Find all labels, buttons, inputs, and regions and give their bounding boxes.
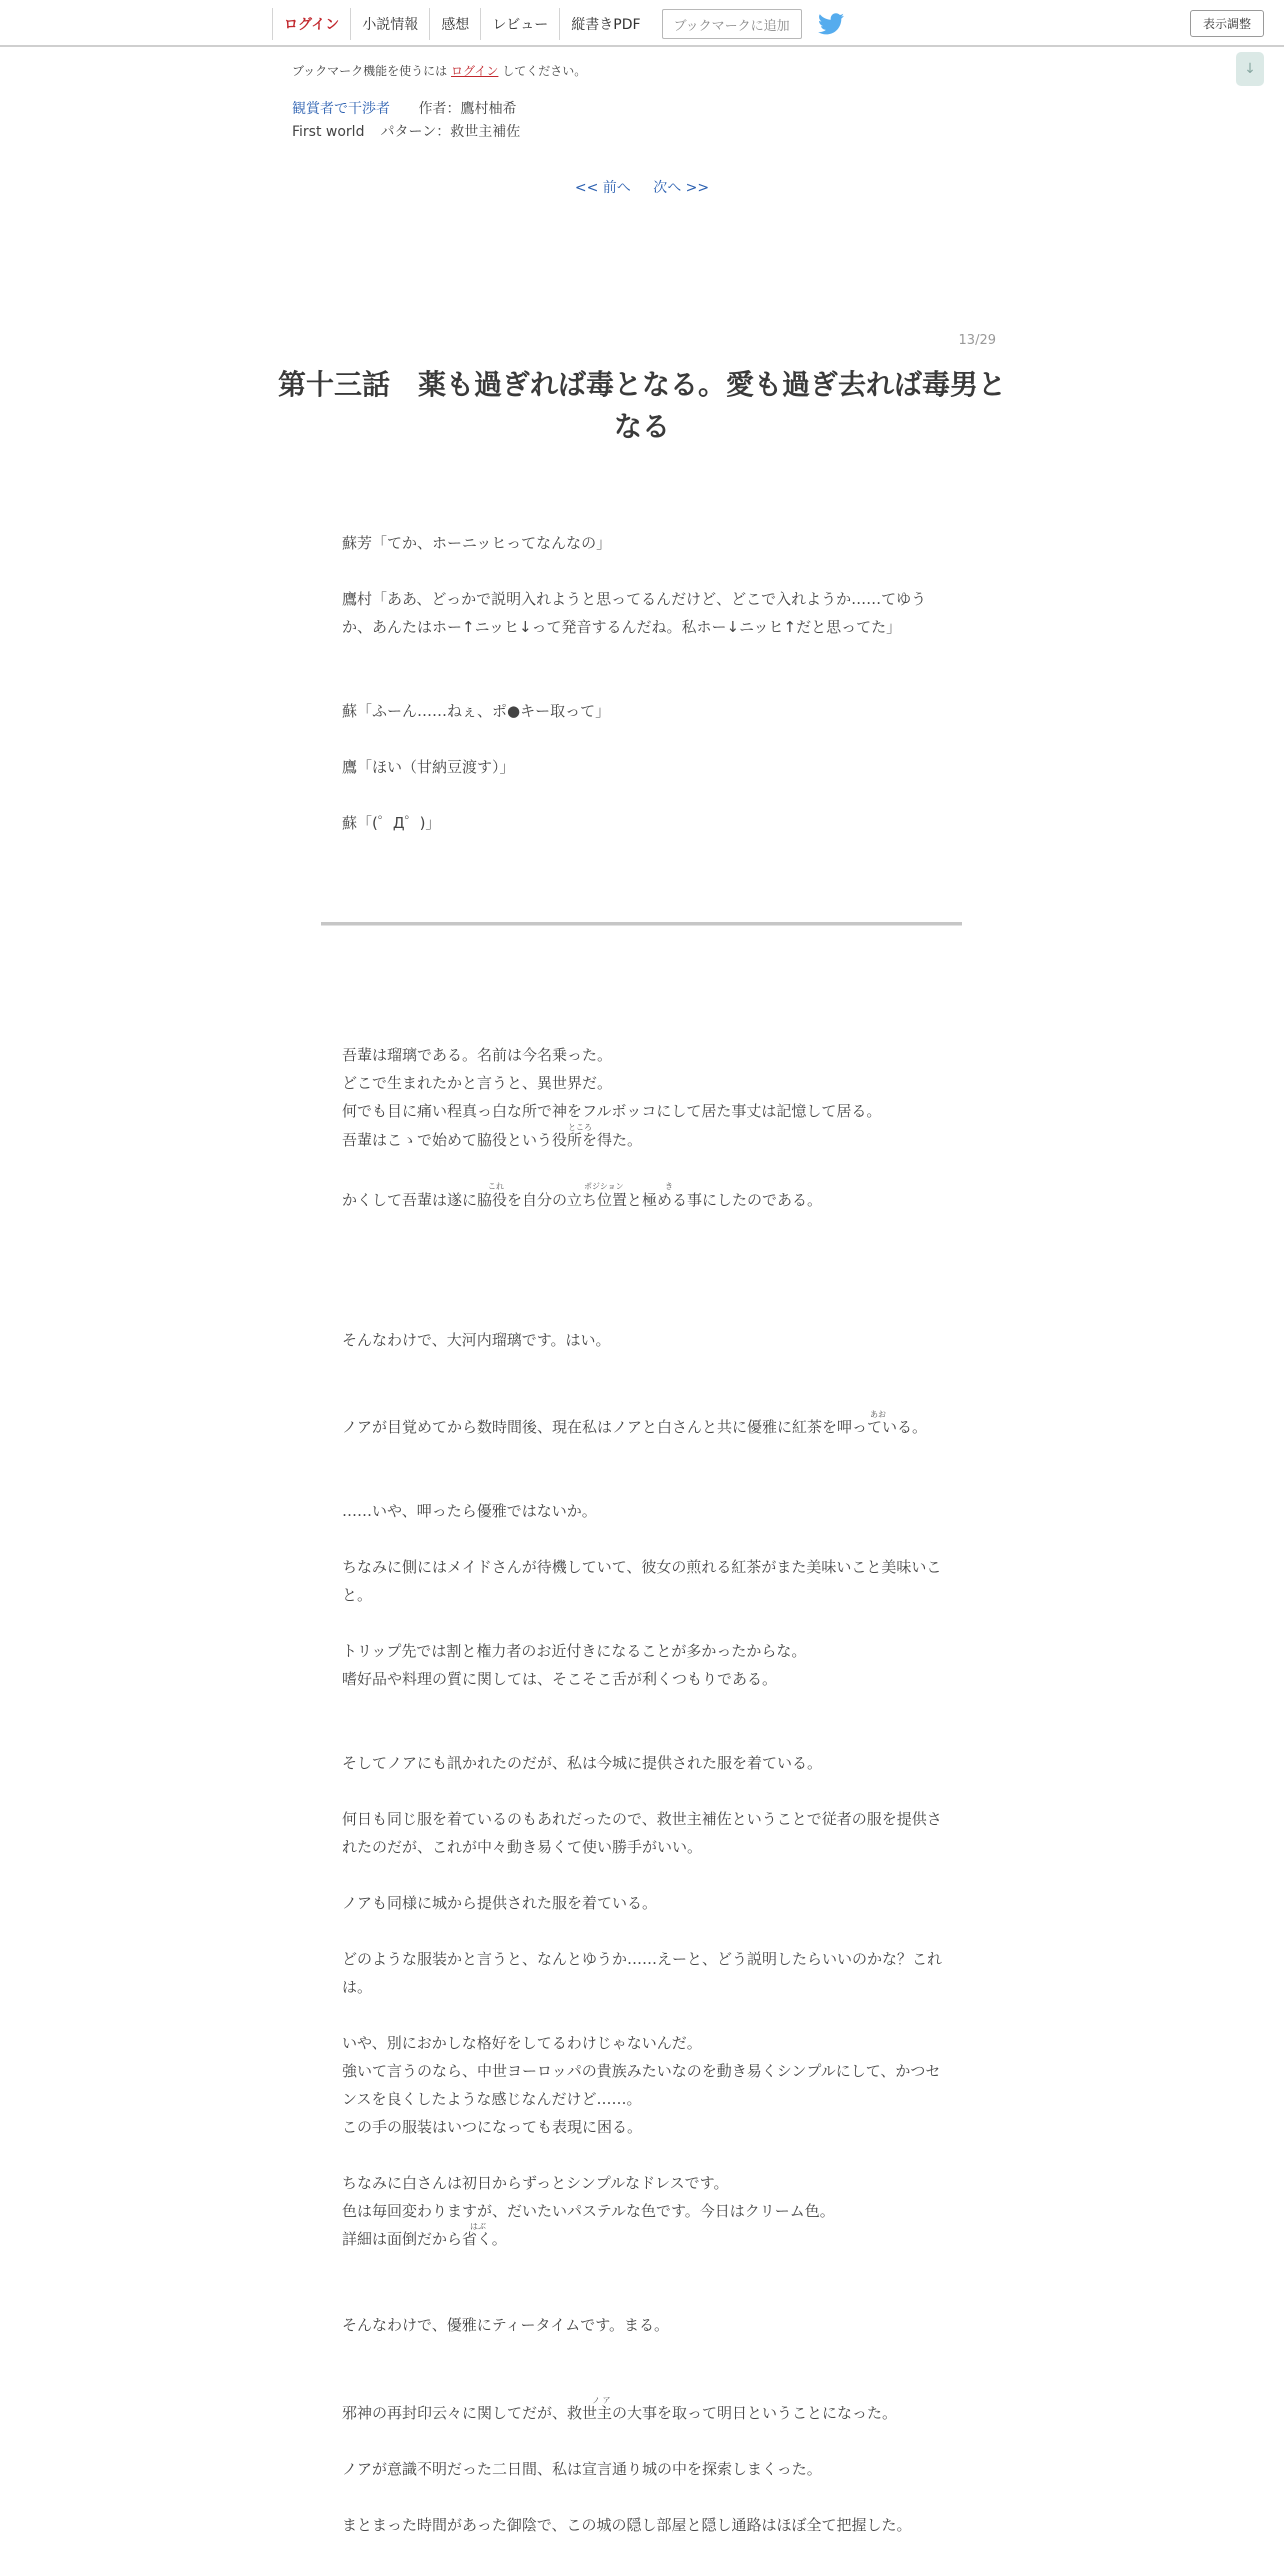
body-line: 何日も同じ服を着ているのもあれだったので、救世主補佐ということで従者の服を提供されたのだが、これが中々動き易くて使い勝手がいい。: [342, 1810, 942, 1856]
ruby-text: ポジション: [584, 1182, 624, 1191]
display-settings-button[interactable]: 表示調整: [1190, 10, 1264, 37]
ruby-text: ところ: [568, 1123, 592, 1132]
twitter-bird-icon: [818, 13, 844, 35]
chapter-group: First world: [292, 124, 365, 140]
scroll-down-button[interactable]: ↓: [1236, 52, 1264, 86]
body-line: そしてノアにも訊かれたのだが、私は今城に提供された服を着ている。: [342, 1754, 823, 1772]
prev-page-link[interactable]: << 前へ: [574, 180, 631, 196]
body-line: 強いて言うのなら、中世ヨーロッパの貴族みたいなのを動き易くシンプルにして、かつセンスを良くしたような感じなんだけど……。: [342, 2062, 941, 2108]
body-line: 吾輩は瑠璃である。名前は今名乗った。: [342, 1046, 613, 1064]
body-line: そんなわけで、優雅にティータイムです。まる。: [342, 2316, 670, 2334]
body-line: どこで生まれたかと言うと、異世界だ。: [342, 1074, 613, 1092]
ruby-text: これ: [488, 1182, 504, 1191]
ruby-text: あお: [870, 1410, 886, 1419]
body-line: 邪神の再封印云々に関してだが、救世主の大事を取って明日ということになった。: [342, 2404, 898, 2422]
chapter-title: 第十三話 薬も過ぎれば毒となる。愛も過ぎ去れば毒男となる: [277, 368, 1006, 443]
body-line: 色は毎回変わりますが、だいたいパステルな色です。今日はクリーム色。: [342, 2202, 835, 2220]
preface-line: 鷹村「ああ、どっかで説明入れようと思ってるんだけど、どこで入れようか……てゆうか、あんたはホー↑ニッヒ↓って発音するんだね。私ホー↓ニッヒ↑だと思ってた」: [342, 590, 927, 636]
body-line: ノアが目覚めてから数時間後、現在私はノアと白さんと共に優雅に紅茶を呷っている。: [342, 1418, 928, 1436]
ruby-text: はぶ: [470, 2222, 486, 2231]
ruby-text: ノ ア: [592, 2396, 611, 2405]
body-line: 吾輩はこゝで始めて脇役という役所を得た。: [342, 1131, 643, 1149]
section-divider: [321, 922, 962, 926]
body-line: ……いや、呷ったら優雅ではないか。: [342, 1502, 597, 1520]
body-line: ちなみに白さんは初日からずっとシンプルなドレスです。: [342, 2174, 729, 2192]
body-line: かくして吾輩は遂に脇役を自分の立ち位置と極める事にしたのである。: [342, 1191, 823, 1209]
chapter-subgroup: パターン：救世主補佐: [380, 124, 521, 140]
nav-novel-info[interactable]: 小説情報: [350, 8, 429, 40]
body-line: どのような服装かと言うと、なんとゆうか……えーと、どう説明したらいいのかな？これは。: [342, 1950, 943, 1996]
notice-prefix: ブックマーク機能を使うには: [292, 64, 448, 78]
bookmark-notice: [292, 62, 586, 79]
preface-line: 蘇「ふーん……ねぇ、ポ●キー取って」: [342, 702, 611, 720]
preface-line: 蘇芳「てか、ホーニッヒってなんなの」: [342, 534, 612, 552]
body-line: ノアが意識不明だった二日間、私は宣言通り城の中を探索しまくった。: [342, 2460, 822, 2478]
body-line: いや、別におかしな格好をしてるわけじゃないんだ。: [342, 2034, 702, 2052]
page-number: 13/29: [958, 333, 996, 348]
ruby-text: き: [665, 1182, 673, 1191]
nav-review[interactable]: レビュー: [480, 8, 559, 40]
series-title-link[interactable]: 観賞者で干渉者: [292, 101, 390, 117]
nav-impressions[interactable]: 感想: [429, 8, 480, 40]
pager: [0, 177, 1284, 197]
body-line: トリップ先では割と権力者のお近付きになることが多かったからな。: [342, 1642, 807, 1660]
nav-login[interactable]: ログイン: [272, 8, 350, 40]
body-line: そんなわけで、大河内瑠璃です。はい。: [342, 1331, 611, 1349]
body-line: まとまった時間があった御陰で、この城の隠し部屋と隠し通路はほぼ全て把握した。: [342, 2516, 912, 2534]
next-page-link[interactable]: 次へ >>: [653, 180, 710, 196]
body-line: 何でも目に痛い程真っ白な所で神をフルボッコにして居た事丈は記憶して居る。: [342, 1102, 882, 1120]
header-nav: [272, 8, 844, 40]
body-line: 詳細は面倒だから省く。: [342, 2230, 507, 2248]
notice-login-link[interactable]: ログイン: [451, 64, 499, 78]
author-label: 作者：鷹村柚希: [418, 101, 517, 117]
body-line: ちなみに側にはメイドさんが待機していて、彼女の煎れる紅茶がまた美味いこと美味いこと。: [342, 1558, 942, 1604]
nav-vertical-pdf[interactable]: 縦書きPDF: [559, 8, 651, 40]
preface-line: 蘇「(゜Д゜)」: [342, 814, 441, 832]
body-line: ノアも同様に城から提供された服を着ている。: [342, 1894, 658, 1912]
novel-info: [292, 98, 516, 118]
chapter-group-info: [292, 121, 520, 141]
preface-line: 鷹「ほい（甘納豆渡す）」: [342, 758, 515, 776]
body-line: 嗜好品や料理の質に関しては、そこそこ舌が利くつもりである。: [342, 1670, 778, 1688]
add-bookmark-button[interactable]: ブックマークに追加: [662, 9, 802, 39]
twitter-icon[interactable]: [818, 13, 844, 35]
notice-suffix: してください。: [502, 64, 587, 78]
body-line: この手の服装はいつになっても表現に困る。: [342, 2118, 643, 2136]
site-header: [0, 0, 1284, 47]
